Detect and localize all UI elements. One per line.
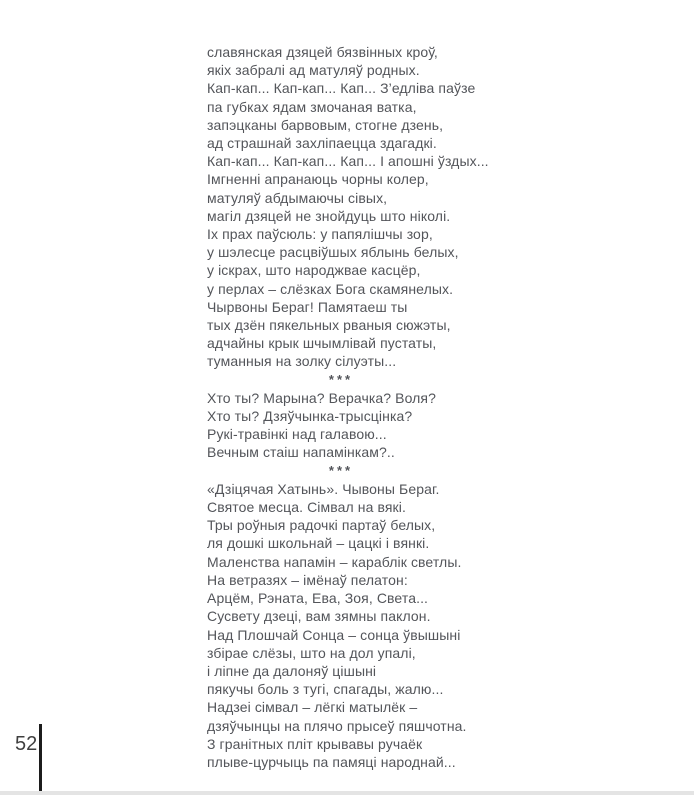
page-number: 52 bbox=[15, 733, 38, 755]
poem-line: Вечным стаіш напамінкам?.. bbox=[207, 444, 395, 461]
poem-line: у шэлесце расцвіўшых яблынь белых, bbox=[207, 244, 459, 261]
poem-line: дзяўчынцы на плячо прысеў пяшчотна. bbox=[207, 717, 467, 734]
poem-line: Сусвету дзеці, вам зямны паклон. bbox=[207, 608, 431, 625]
poem-line: па губках ядам змочаная ватка, bbox=[207, 98, 417, 115]
poem-line: Над Плошчай Сонца – сонца ўвышыні bbox=[207, 626, 461, 643]
poem-line: Кап-кап... Кап-кап... Кап... І апошні ўздых... bbox=[207, 153, 489, 170]
poem-line: Хто ты? Дзяўчынка-трысцінка? bbox=[207, 408, 413, 425]
poem-line: Святое месца. Сімвал на вякі. bbox=[207, 499, 406, 516]
poem-line: збірае слёзы, што на дол упалі, bbox=[207, 644, 416, 661]
poem-line: Імгненні апранаюць чорны колер, bbox=[207, 171, 429, 188]
poem-line: ля дошкі школьнай – цацкі і вянкі. bbox=[207, 535, 430, 552]
poem-line: Іх прах паўсюль: у папялішчы зор, bbox=[207, 226, 433, 243]
poem-line: у перлах – слёзках Бога скамянелых. bbox=[207, 280, 454, 297]
poem-line: Хто ты? Марына? Верачка? Воля? bbox=[207, 389, 436, 406]
footer-rule bbox=[39, 724, 42, 791]
poem-line: у іскрах, што народжвае касцёр, bbox=[207, 262, 421, 279]
page-bottom-edge bbox=[0, 791, 694, 795]
poem-line: туманныя на золку сілуэты... bbox=[207, 353, 397, 370]
poem-line: ад страшнай захліпаецца здагадкі. bbox=[207, 135, 437, 152]
stanza-separator: *** bbox=[328, 371, 354, 387]
poem-line: Надзеі сімвал – лёгкі матылёк – bbox=[207, 699, 418, 716]
poem-line: Кап-кап... Кап-кап... Кап... З’едліва паўзе bbox=[207, 80, 476, 97]
poem-line: плыве-цурчыць па памяці народнай... bbox=[207, 753, 456, 770]
poem-line: пякучы боль з тугі, спагады, жалю... bbox=[207, 681, 444, 698]
poem-line: Арцём, Рэната, Ева, Зоя, Света... bbox=[207, 590, 429, 607]
poem-line: адчайны крык шчымлівай пустаты, bbox=[207, 335, 437, 352]
poem-line: З гранітных пліт крывавы ручаёк bbox=[207, 735, 423, 752]
poem-line: Чырвоны Бераг! Памятаеш ты bbox=[207, 298, 408, 315]
poem-line: славянская дзяцей бязвінных кроў, bbox=[207, 44, 438, 60]
poem-line: магіл дзяцей не знойдуць што ніколі. bbox=[207, 207, 451, 224]
stanza-separator: *** bbox=[328, 462, 354, 478]
poem-line: тых дзён пякельных рваныя сюжэты, bbox=[207, 317, 451, 334]
poem-text bbox=[207, 43, 507, 771]
poem-line: «Дзіцячая Хатынь». Чывоны Бераг. bbox=[207, 480, 440, 497]
poem-line: і ліпне да далоняў цішыні bbox=[207, 662, 377, 679]
poem-line: Маленства напамін – караблік светлы. bbox=[207, 553, 462, 570]
poem-line: На ветразях – імёнаў пелатон: bbox=[207, 571, 408, 588]
poem-line: матуляў абдымаючы сівых, bbox=[207, 189, 388, 206]
poem-line: запэцканы барвовым, стогне дзень, bbox=[207, 116, 444, 133]
poem-line: якіх забралі ад матуляў родных. bbox=[207, 62, 420, 79]
poem-line: Тры роўныя радочкі партаў белых, bbox=[207, 517, 436, 534]
poem-line: Рукі-травінкі над галавою... bbox=[207, 426, 387, 443]
